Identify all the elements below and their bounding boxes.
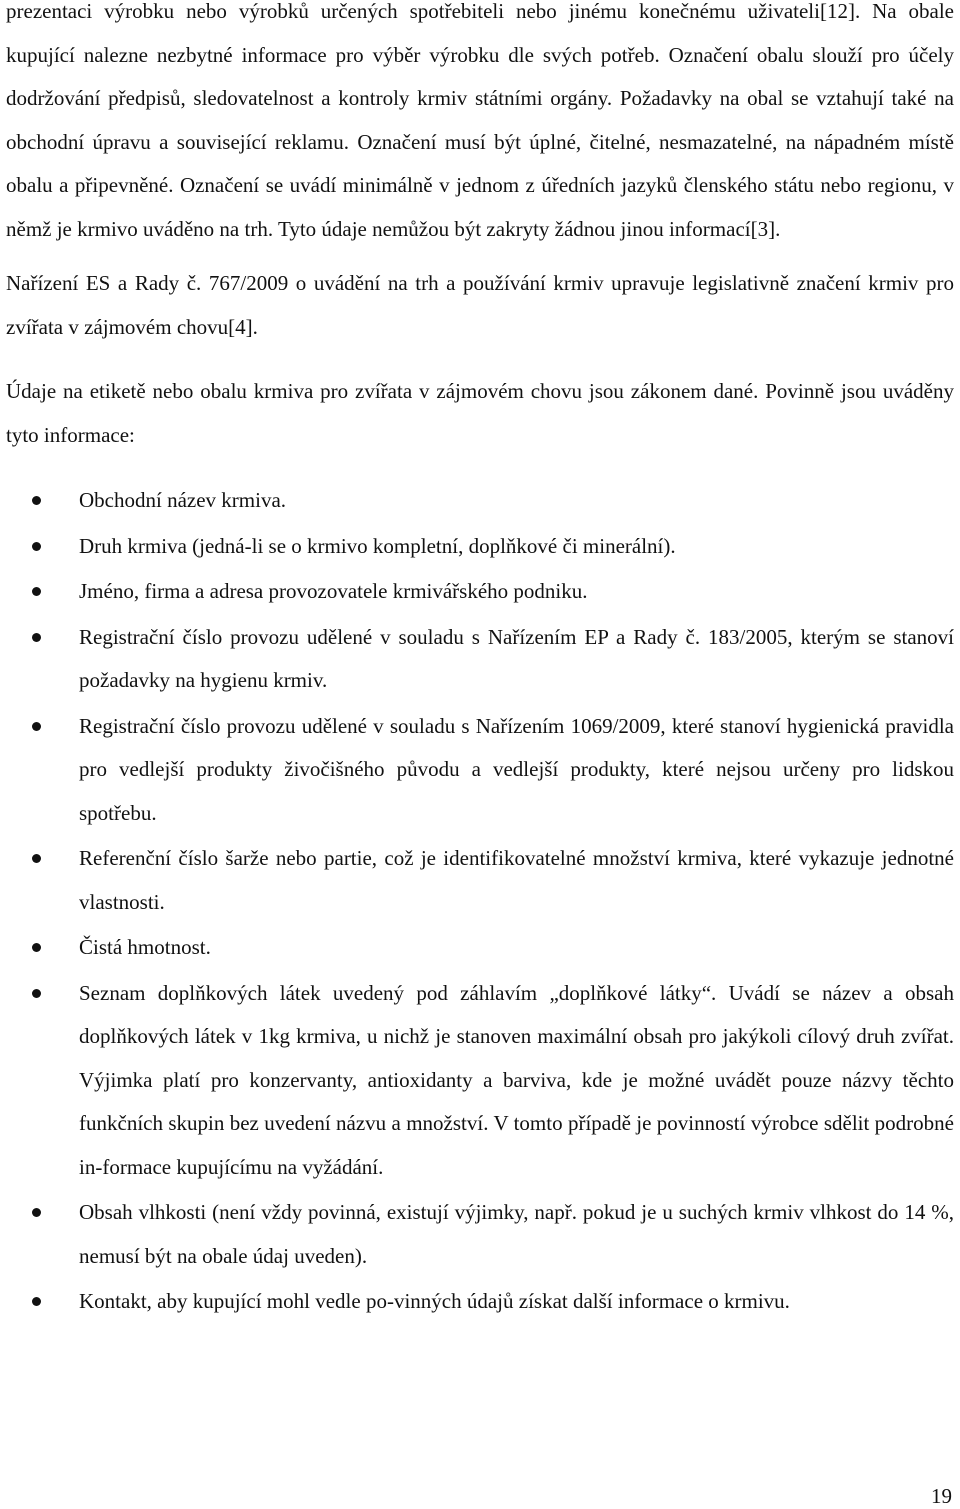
page-number: 19 [931, 1484, 952, 1508]
list-item [6, 837, 954, 924]
regulation-paragraph: Nařízení ES a Rady č. 767/2009 o uvádění na trh a používání krmiv upravuje legislativně značení krmiv pro zvířata v zájmovém chovu[4]. [6, 271, 954, 339]
list-item [6, 616, 954, 703]
bullet-icon [32, 1297, 41, 1306]
list-item-text: Kontakt, aby kupující mohl vedle po-vinných údajů získat další informace o krmivu. [79, 1289, 790, 1313]
bullet-icon [32, 587, 41, 596]
list-item-text: Seznam doplňkových látek uvedený pod záhlavím „doplňkové látky“. Uvádí se název a obsah doplňkových látek v 1kg krmiva, u nichž je stanoven maximální obsah pro jakýkoli cílový druh zvířat. Výjimka platí pro konzervanty, antioxidanty a barviva, kde je možné uvádět pouze názvy těchto funkčních skupin bez uvedení názvu a množství. V tomto případě je povinností výrobce sdělit podrobné in-formace kupujícímu na vyžádání. [79, 980, 954, 1179]
list-item-text: Referenční číslo šarže nebo partie, což je identifikovatelné množství krmiva, které vykazuje jednotné vlastnosti. [79, 846, 954, 914]
label-info-paragraph: Údaje na etiketě nebo obalu krmiva pro zvířata v zájmovém chovu jsou zákonem dané. Povinně jsou uváděny tyto informace: [6, 379, 954, 447]
list-item-text: Obchodní název krmiva. [79, 488, 287, 512]
list-item [6, 926, 954, 970]
list-item-text: Druh krmiva (jedná-li se o krmivo kompletní, doplňkové či minerální). [79, 533, 676, 558]
list-item [6, 570, 954, 614]
list-item [6, 479, 954, 523]
list-item-text: Jméno, firma a adresa provozovatele krmivářského podniku. [79, 579, 588, 603]
list-item-text: Obsah vlhkosti (není vždy povinná, existují výjimky, např. pokud je u suchých krmiv vlhkost do 14 %, nemusí být na obale údaj uveden). [79, 1200, 954, 1268]
list-item [6, 525, 954, 569]
list-item-text: Registrační číslo provozu udělené v souladu s Nařízením 1069/2009, které stanoví hygienická pravidla pro vedlejší produkty živočišného původu a vedlejší produkty, které nejsou určeny pro lidskou spotřebu. [79, 713, 954, 825]
bullet-icon [32, 633, 41, 642]
bullet-icon [32, 542, 41, 551]
bullet-icon [32, 854, 41, 863]
bullet-icon [32, 1208, 41, 1217]
bullet-icon [32, 989, 41, 998]
list-item-text: Čistá hmotnost. [79, 935, 211, 959]
intro-paragraph: prezentaci výrobku nebo výrobků určených spotřebiteli nebo jinému konečnému uživateli[12]. Na obale kupující nalezne nezbytné informace pro výběr výrobku dle svých potřeb. Označení obalu slouží pro účely dodržování předpisů, sledovatelnost a kontroly krmiv státními orgány. Požadavky na obal se vztahují také na obchodní úpravu a související reklamu. Označení musí být úplné, čitelné, nesmazatelné, na nápadném místě obalu a připevněné. Označení se uvádí minimálně v jednom z úředních jazyků členského státu nebo regionu, v němž je krmivo uváděno na trh. Tyto údaje nemůžou být zakryty žádnou jinou informací[3]. [6, 0, 954, 241]
required-info-list [6, 479, 954, 1324]
bullet-icon [32, 722, 41, 731]
list-item [6, 1191, 954, 1278]
list-item-text: Registrační číslo provozu udělené v souladu s Nařízením EP a Rady č. 183/2005, kterým se stanoví požadavky na hygienu krmiv. [79, 624, 954, 692]
list-item [6, 1280, 954, 1324]
bullet-icon [32, 496, 41, 505]
bullet-icon [32, 943, 41, 952]
list-item [6, 972, 954, 1190]
list-item [6, 705, 954, 836]
